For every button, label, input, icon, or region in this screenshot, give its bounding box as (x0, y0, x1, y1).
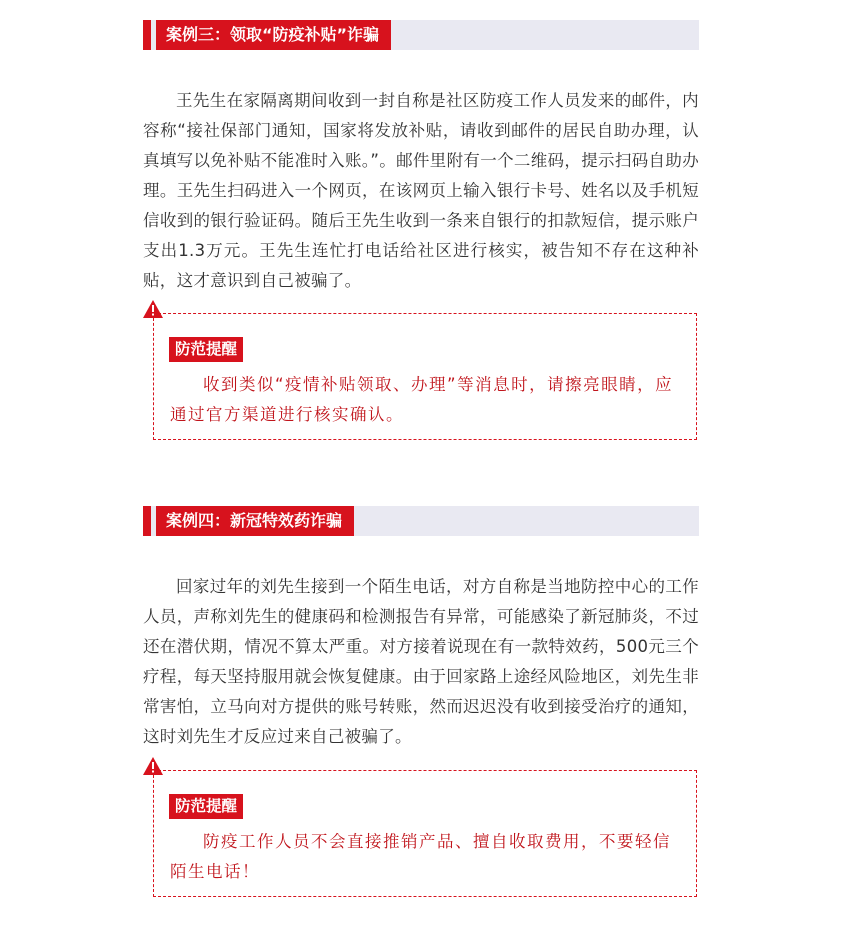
case-header-3 (143, 20, 699, 50)
header-accent-bar (143, 20, 151, 50)
case-story: 王先生在家隔离期间收到一封自称是社区防疫工作人员发来的邮件，内容称“接社保部门通知，国家将发放补贴，请收到邮件的居民自助办理，认真填写以免补贴不能准时入账。”。邮件里附有一个二维码，提示扫码自助办理。王先生扫码进入一个网页，在该网页上输入银行卡号、姓名以及手机短信收到的银行验证码。随后王先生收到一条来自银行的扣款短信，提示账户支出1.3万元。王先生连忙打电话给社区进行核实，被告知不存在这种补贴，这才意识到自己被骗了。 (143, 91, 699, 290)
case-story: 回家过年的刘先生接到一个陌生电话，对方自称是当地防控中心的工作人员，声称刘先生的健康码和检测报告有异常，可能感染了新冠肺炎，不过还在潜伏期，情况不算太严重。对方接着说现在有一款特效药，500元三个疗程，每天坚持服用就会恢复健康。由于回家路上途经风险地区，刘先生非常害怕，立马向对方提供的账号转账，然而迟迟没有收到接受治疗的通知，这时刘先生才反应过来自己被骗了。 (143, 577, 699, 746)
tip-box (153, 770, 697, 897)
warning-triangle-icon (143, 757, 163, 775)
warning-triangle-icon (143, 300, 163, 318)
tip-box (153, 313, 697, 440)
case-title: 案例三：领取“防疫补贴”诈骗 (156, 20, 391, 50)
tip-text: 收到类似“疫情补贴领取、办理”等消息时，请擦亮眼睛，应通过官方渠道进行核实确认。 (170, 375, 674, 424)
case-title: 案例四：新冠特效药诈骗 (156, 506, 354, 536)
tip-label: 防范提醒 (169, 794, 243, 819)
header-accent-bar (143, 506, 151, 536)
tip-label: 防范提醒 (169, 337, 243, 362)
tip-text: 防疫工作人员不会直接推销产品、擅自收取费用，不要轻信陌生电话！ (170, 832, 671, 881)
case-header-4 (143, 506, 699, 536)
